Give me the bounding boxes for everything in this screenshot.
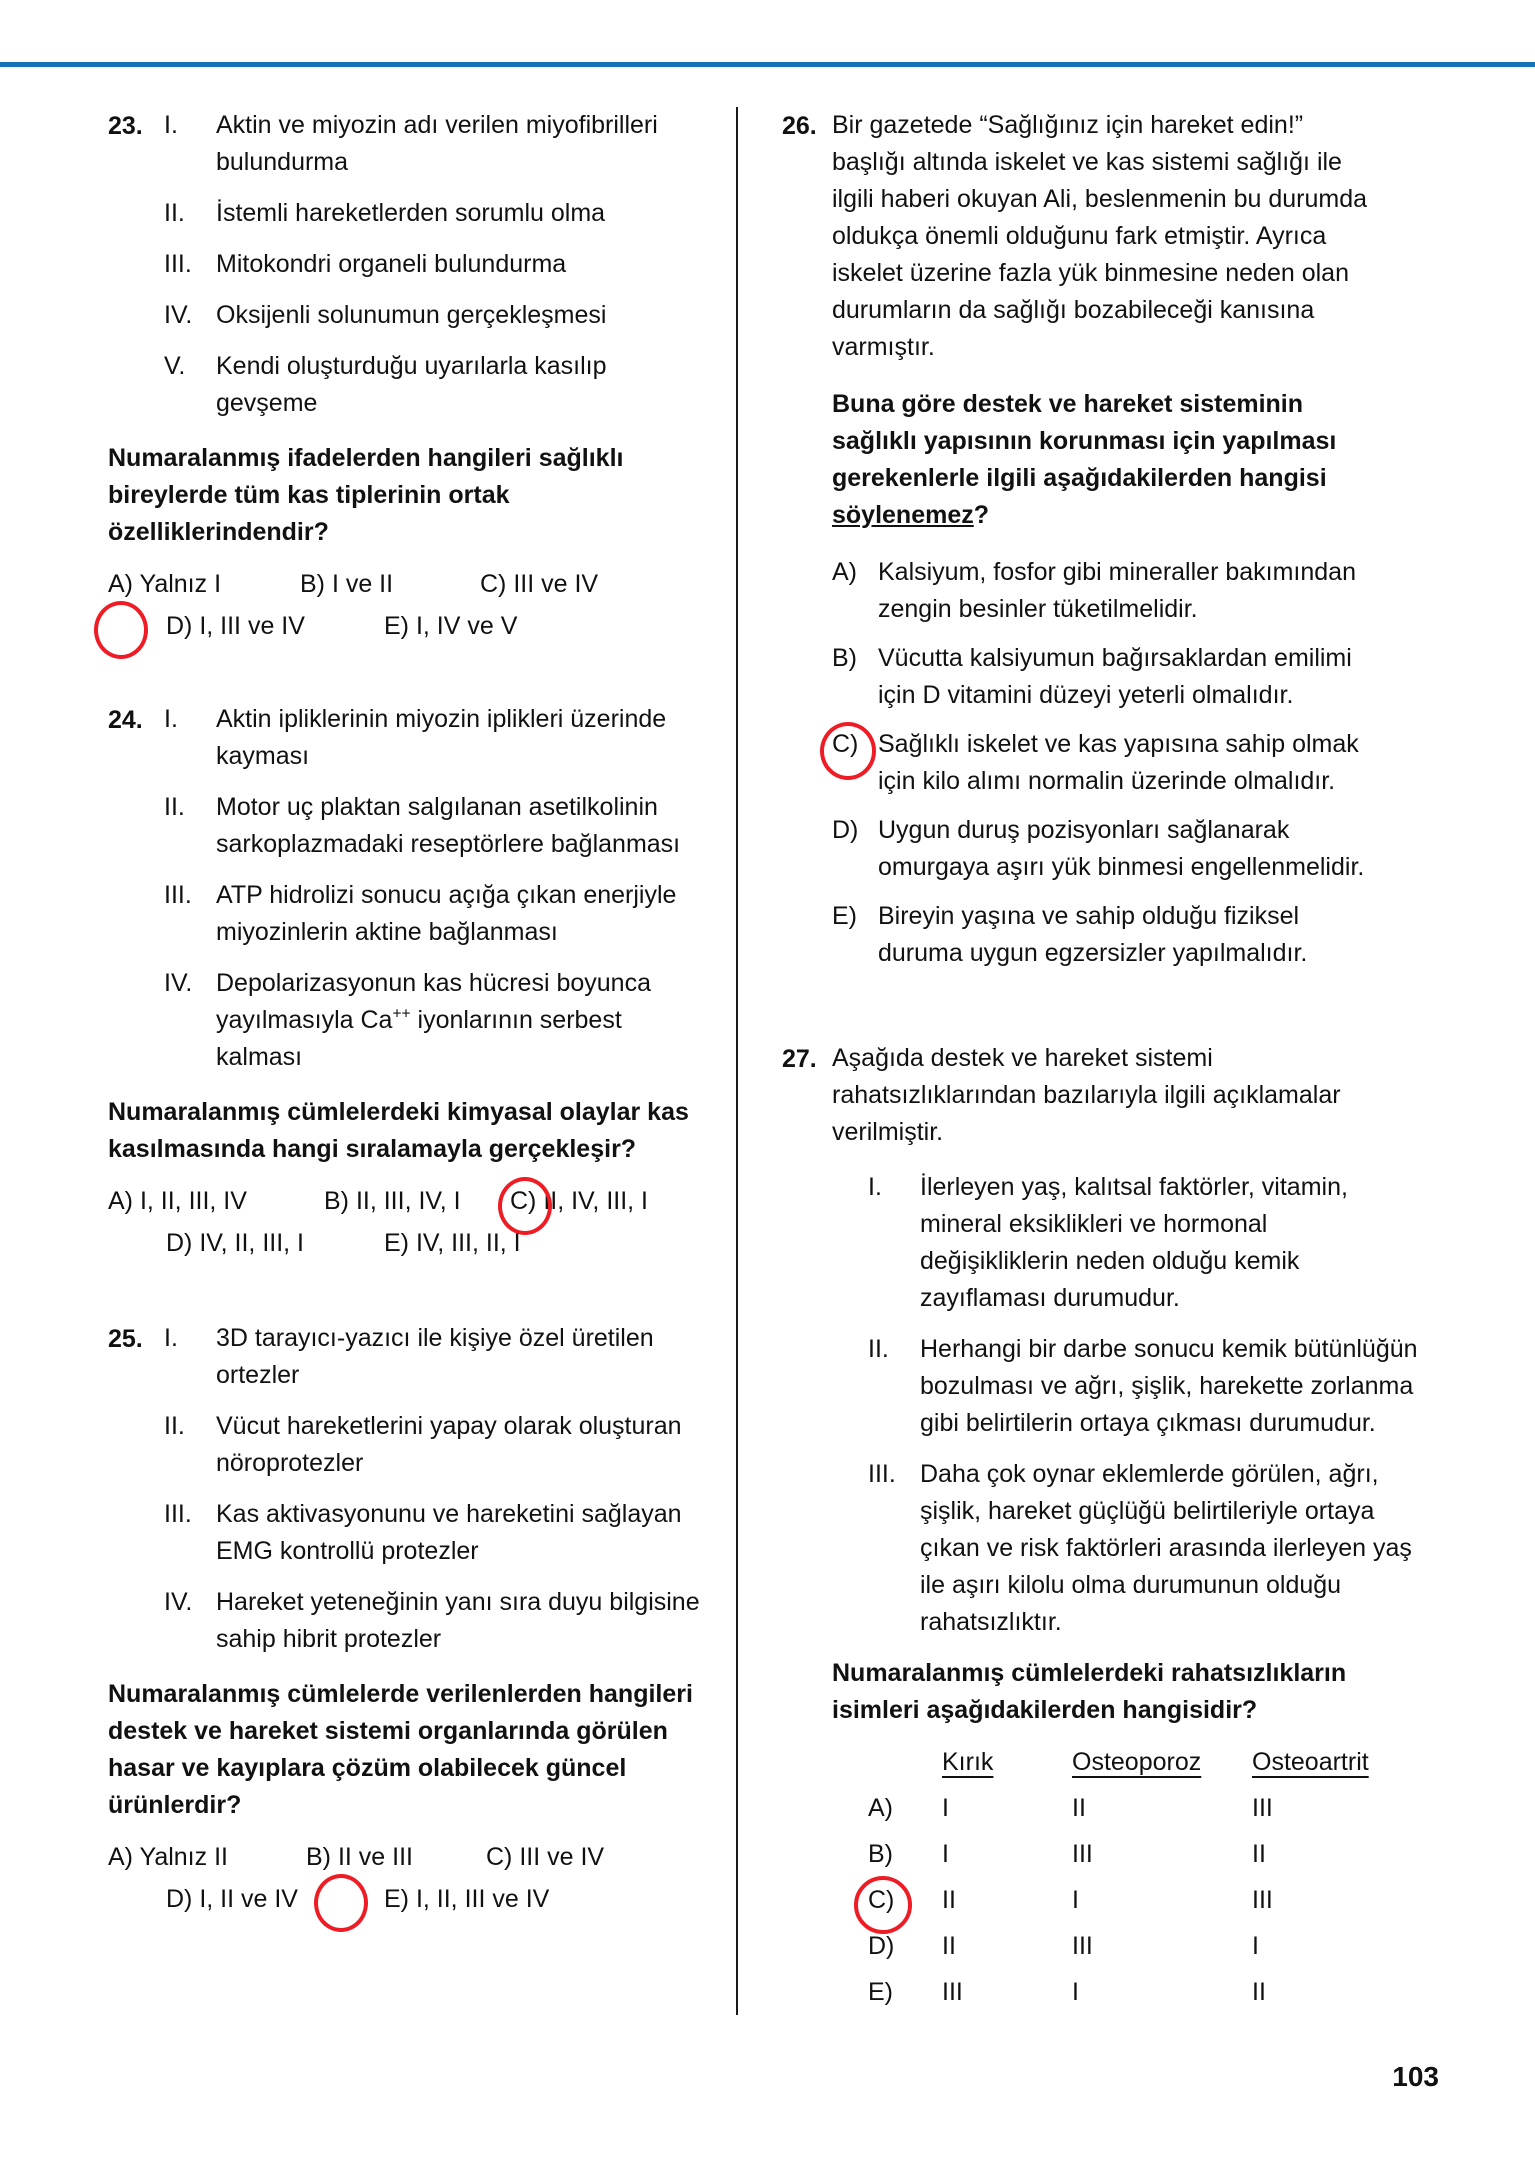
list-item [868,1169,1422,1317]
roman-label: II. [164,793,185,821]
prompt-before: Buna göre destek ve hareket sisteminin sağlıklı yapısının korunması için yapılması gerekenlerle ilgili aşağıdakilerden hangisi [832,390,1337,492]
question-prompt: Numaralanmış cümlelerdeki rahatsızlıkların isimleri aşağıdakilerden hangisidir? [832,1659,1347,1724]
roman-label: I. [164,705,178,733]
list-item [164,965,708,1076]
option-c[interactable]: C) II, IV, III, I [510,1187,649,1215]
cell-kirik: I [942,1794,949,1822]
list-item [164,297,708,334]
option-text: Vücutta kalsiyumun bağırsaklardan emilimi için D vitamini düzeyi yeterli olmalıdır. [878,644,1352,709]
roman-text: Mitokondri organeli bulundurma [216,250,567,278]
list-item [164,1320,708,1394]
answer-table [832,1739,1422,2015]
roman-text: 3D tarayıcı-yazıcı ile kişiye özel üretilen ortezler [216,1324,654,1389]
question-number: 27. [782,1045,817,1073]
roman-text: Vücut hareketlerini yapay olarak oluşturan nöroprotezler [216,1412,682,1477]
cell-kirik: I [942,1840,949,1868]
lettered-options [832,554,1372,972]
cell-osteoartrit: III [1252,1886,1273,1914]
cell-kirik: II [942,1932,956,1960]
options-row [108,563,708,605]
list-item [868,1456,1422,1641]
roman-text: İstemli hareketlerden sorumlu olma [216,199,606,227]
roman-label: IV. [164,1588,193,1616]
question-23 [108,107,708,647]
roman-label: III. [164,250,192,278]
right-column [782,107,1418,2015]
list-item [164,107,708,181]
roman-label: III. [868,1460,896,1488]
question-intro: Aşağıda destek ve hareket sistemi rahatsızlıklarından bazılarıyla ilgili açıklamalar verilmiştir. [832,1044,1341,1146]
roman-list [164,107,708,422]
roman-label: I. [164,1324,178,1352]
option-c[interactable]: C) III ve IV [486,1843,605,1871]
roman-label: II. [164,199,185,227]
superscript-charge: ++ [392,1005,411,1023]
option-d[interactable] [832,812,1372,886]
cell-osteoporoz: III [1072,1932,1093,1960]
left-column [108,107,708,1920]
list-item [164,195,708,232]
options [108,1836,708,1920]
cell-osteoporoz: I [1072,1886,1079,1914]
cell-osteoporoz: III [1072,1840,1093,1868]
options [108,563,708,647]
option-text: Kalsiyum, fosfor gibi mineraller bakımından zengin besinler tüketilmelidir. [878,558,1356,623]
option-a[interactable] [832,554,1372,628]
cell-osteoartrit: II [1252,1840,1266,1868]
option-letter: D) [832,816,859,844]
roman-label: I. [868,1173,882,1201]
list-item [868,1331,1422,1442]
table-row[interactable] [868,1785,1422,1831]
question-24 [108,701,708,1264]
cell-osteoartrit: II [1252,1978,1266,2006]
option-d[interactable]: D) I, II ve IV [166,1885,298,1913]
page-number: 103 [1392,2061,1439,2092]
worksheet-page [0,62,1535,2165]
roman-label: V. [164,352,186,380]
header-osteoartrit: Osteoartrit [1252,1748,1369,1776]
list-item [164,701,708,775]
cell-osteoartrit: III [1252,1794,1273,1822]
list-item [164,246,708,283]
question-number: 25. [108,1325,143,1353]
table-row[interactable] [868,1877,1422,1923]
options-row [108,1836,708,1878]
option-letter: A) [832,558,857,586]
roman-list [832,1169,1422,1641]
option-e[interactable] [832,898,1372,972]
option-letter: C) [832,730,859,758]
cell-osteoporoz: II [1072,1794,1086,1822]
roman-label: IV. [164,301,193,329]
question-26 [782,107,1372,984]
roman-text: Oksijenli solunumun gerçekleşmesi [216,301,607,329]
question-prompt [832,386,1372,534]
cell-kirik: II [942,1886,956,1914]
options-row [108,1180,708,1222]
option-letter: B) [832,644,857,672]
roman-text: Motor uç plaktan salgılanan asetilkolinin sarkoplazmadaki reseptörlere bağlanması [216,793,681,858]
question-number: 23. [108,112,143,140]
list-item [164,877,708,951]
list-item [164,1496,708,1570]
row-letter: E) [868,1978,893,2006]
list-item [164,789,708,863]
cell-kirik: III [942,1978,963,2006]
option-letter: E) [832,902,857,930]
option-a[interactable]: A) Yalnız II [108,1843,228,1871]
question-25 [108,1320,708,1920]
option-d[interactable]: D) IV, II, III, I [166,1229,305,1257]
roman-text: Daha çok oynar eklemlerde görülen, ağrı, şişlik, hareket güçlüğü belirtileriyle ortaya çıkan ve risk faktörleri arasında ilerleyen yaş ile aşırı kilolu olma durumunun olduğu rahatsızlıktır. [920,1460,1412,1636]
roman-list [164,701,708,1076]
option-text: Bireyin yaşına ve sahip olduğu fiziksel duruma uygun egzersizler yapılmalıdır. [878,902,1308,967]
header-kirik: Kırık [942,1748,994,1776]
options-row [108,1222,708,1264]
cell-osteoporoz: I [1072,1978,1079,2006]
roman-label: II. [868,1335,889,1363]
roman-text: İlerleyen yaş, kalıtsal faktörler, vitamin, mineral eksiklikleri ve hormonal değişikliklerin neden olduğu kemik zayıflaması durumudur. [920,1173,1348,1312]
question-number: 24. [108,706,143,734]
option-a[interactable]: A) I, II, III, IV [108,1187,247,1215]
row-letter: A) [868,1794,893,1822]
options [108,1180,708,1264]
option-b[interactable] [832,640,1372,714]
option-e[interactable]: E) I, IV ve V [384,612,518,640]
roman-list [164,1320,708,1658]
column-divider [736,107,738,2015]
list-item [164,348,708,422]
list-item [164,1408,708,1482]
table-row[interactable] [868,1923,1422,1969]
option-b[interactable]: B) II, III, IV, I [324,1187,461,1215]
option-text: Sağlıklı iskelet ve kas yapısına sahip olmak için kilo alımı normalin üzerinde olmalıdır. [878,730,1359,795]
question-number: 26. [782,112,817,140]
roman-text: Kas aktivasyonunu ve hareketini sağlayan EMG kontrollü protezler [216,1500,682,1565]
roman-label: I. [164,111,178,139]
two-column-layout [108,107,1438,2015]
prompt-after: ? [973,501,990,529]
option-text: Uygun duruş pozisyonları sağlanarak omurgaya aşırı yük binmesi engellenmelidir. [878,816,1365,881]
roman-text-ca-ion: Depolarizasyonun kas hücresi boyunca yayılmasıyla Ca++ iyonlarının serbest kalması [216,969,651,1071]
options-row [108,1878,708,1920]
roman-text: Hareket yeteneğinin yanı sıra duyu bilgisine sahip hibrit protezler [216,1588,700,1653]
question-intro: Bir gazetede “Sağlığınız için hareket edin!” başlığı altında iskelet ve kas sistemi sağlığı ile ilgili haberi okuyan Ali, beslenmenin bu durumda oldukça önemli olduğunu fark etmiştir. Ayrıca iskelet üzerine fazla yük binmesine neden olan durumların da sağlığı bozabileceği kanısına varmıştır. [832,111,1368,361]
table-header-row [868,1739,1422,1785]
prompt-emphasis: söylenemez [832,501,974,529]
row-letter: C) [868,1886,895,1914]
question-prompt: Numaralanmış ifadelerden hangileri sağlıklı bireylerde tüm kas tiplerinin ortak özelliklerindendir? [108,444,624,546]
option-e[interactable]: E) IV, III, II, I [384,1229,521,1257]
option-b[interactable]: B) II ve III [306,1843,413,1871]
row-letter: D) [868,1932,895,1960]
roman-text: ATP hidrolizi sonucu açığa çıkan enerjiyle miyozinlerin aktine bağlanması [216,881,677,946]
question-prompt: Numaralanmış cümlelerdeki kimyasal olaylar kas kasılmasında hangi sıralamayla gerçekleşir? [108,1098,689,1163]
row-letter: B) [868,1840,893,1868]
question-prompt: Numaralanmış cümlelerde verilenlerden hangileri destek ve hareket sistemi organlarında görülen hasar ve kayıplara çözüm olabilecek güncel ürünlerdir? [108,1680,693,1819]
roman-text: Kendi oluşturduğu uyarılarla kasılıp gevşeme [216,352,607,417]
roman-text: Aktin ipliklerinin miyozin iplikleri üzerinde kayması [216,705,667,770]
option-c[interactable]: C) III ve IV [480,570,599,598]
table-row[interactable] [868,1969,1422,2015]
list-item [164,1584,708,1658]
option-b[interactable]: B) I ve II [300,570,394,598]
roman-label: III. [164,1500,192,1528]
question-27 [782,1040,1418,2015]
options-row [108,605,708,647]
roman-text: Aktin ve miyozin adı verilen miyofibrilleri bulundurma [216,111,658,176]
option-e[interactable]: E) I, II, III ve IV [384,1885,550,1913]
roman-label: III. [164,881,192,909]
roman-text: Herhangi bir darbe sonucu kemik bütünlüğün bozulması ve ağrı, şişlik, harekette zorlanma gibi belirtilerin ortaya çıkması durumudur. [920,1335,1418,1437]
option-a[interactable]: A) Yalnız I [108,570,222,598]
option-c[interactable] [832,726,1372,800]
option-d[interactable]: D) I, III ve IV [166,612,305,640]
answer-circle-annotation [94,601,148,659]
cell-osteoartrit: I [1252,1932,1259,1960]
roman-label: II. [164,1412,185,1440]
header-osteoporoz: Osteoporoz [1072,1748,1202,1776]
roman-label: IV. [164,969,193,997]
table-row[interactable] [868,1831,1422,1877]
